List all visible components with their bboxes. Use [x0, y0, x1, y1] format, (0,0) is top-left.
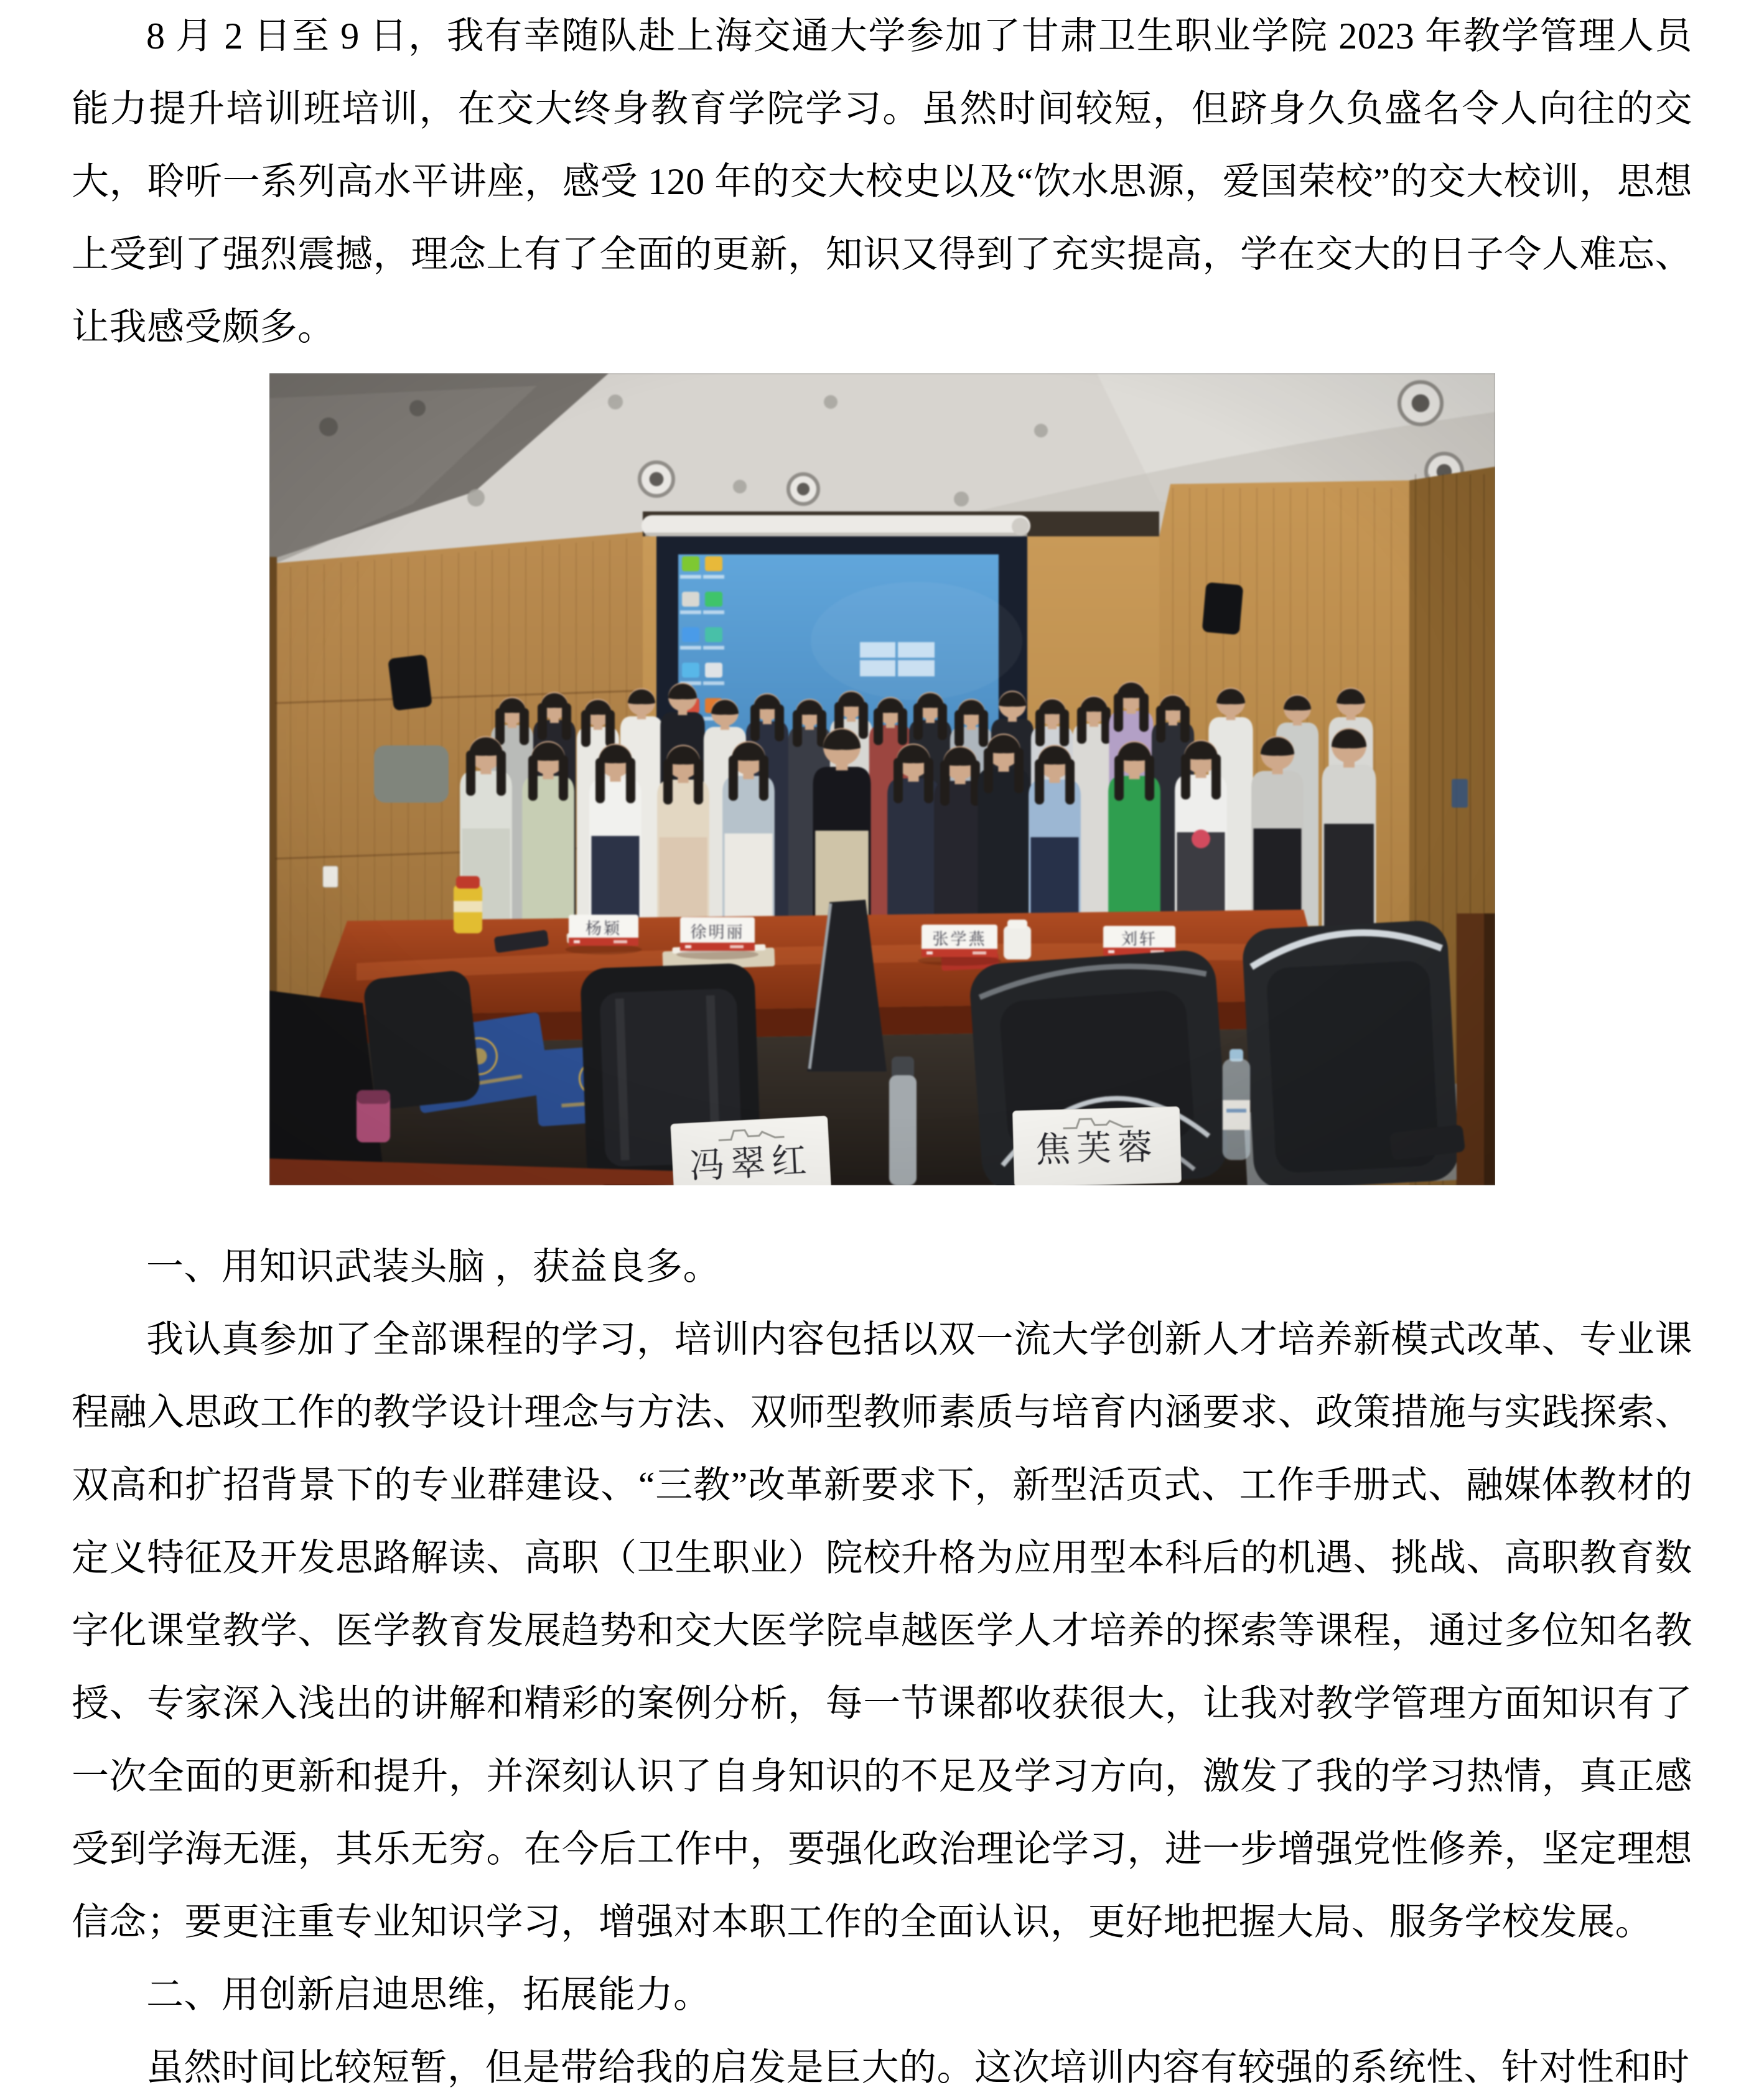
section-heading-2: 二、用创新启迪思维，拓展能力。 — [146, 1974, 711, 2015]
photo-vignette — [269, 373, 1495, 1185]
paragraph-intro: 8 月 2 日至 9 日，我有幸随队赴上海交通大学参加了甘肃卫生职业学院 2023 年教学管理人员能力提升培训班培训，在交大终身教育学院学习。虽然时间较短，但跻身久负盛名令人向往的交大，聆听一系列高水平讲座，感受 120 年的交大校史以及“饮水思源，爱国荣校”的交大校训，思想上受到了强烈震撼，理念上有了全面的更新，知识又得到了充实提高，学在交大的日子令人难忘、让我感受颇多。 — [72, 16, 1692, 348]
group-photo — [269, 373, 1495, 1185]
paragraph-knowledge: 我认真参加了全部课程的学习，培训内容包括以双一流大学创新人才培养新模式改革、专业课程融入思政工作的教学设计理念与方法、双师型教师素质与培育内涵要求、政策措施与实践探索、双高和扩招背景下的专业群建设、“三教”改革新要求下，新型活页式、工作手册式、融媒体教材的定义特征及开发思路解读、高职（卫生职业）院校升格为应用型本科后的机遇、挑战、高职教育数字化课堂教学、医学教育发展趋势和交大医学院卓越医学人才培养的探索等课程，通过多位知名教授、专家深入浅出的讲解和精彩的案例分析，每一节课都收获很大，让我对教学管理方面知识有了一次全面的更新和提升，并深刻认识了自身知识的不足及学习方向，激发了我的学习热情，真正感受到学海无涯，其乐无穷。在今后工作中，要强化政治理论学习，进一步增强党性修养，坚定理想信念；要更注重专业知识学习，增强对本职工作的全面认识，更好地把握大局、服务学校发展。 — [72, 1319, 1692, 1943]
section-heading-1: 一、用知识武装头脑 ，获益良多。 — [146, 1246, 721, 1287]
paragraph-innovation: 虽然时间比较短暂，但是带给我的启发是巨大的。这次培训内容有较强的系统性、针对性和时 — [146, 2047, 1690, 2088]
group-photo-svg — [269, 373, 1495, 1185]
